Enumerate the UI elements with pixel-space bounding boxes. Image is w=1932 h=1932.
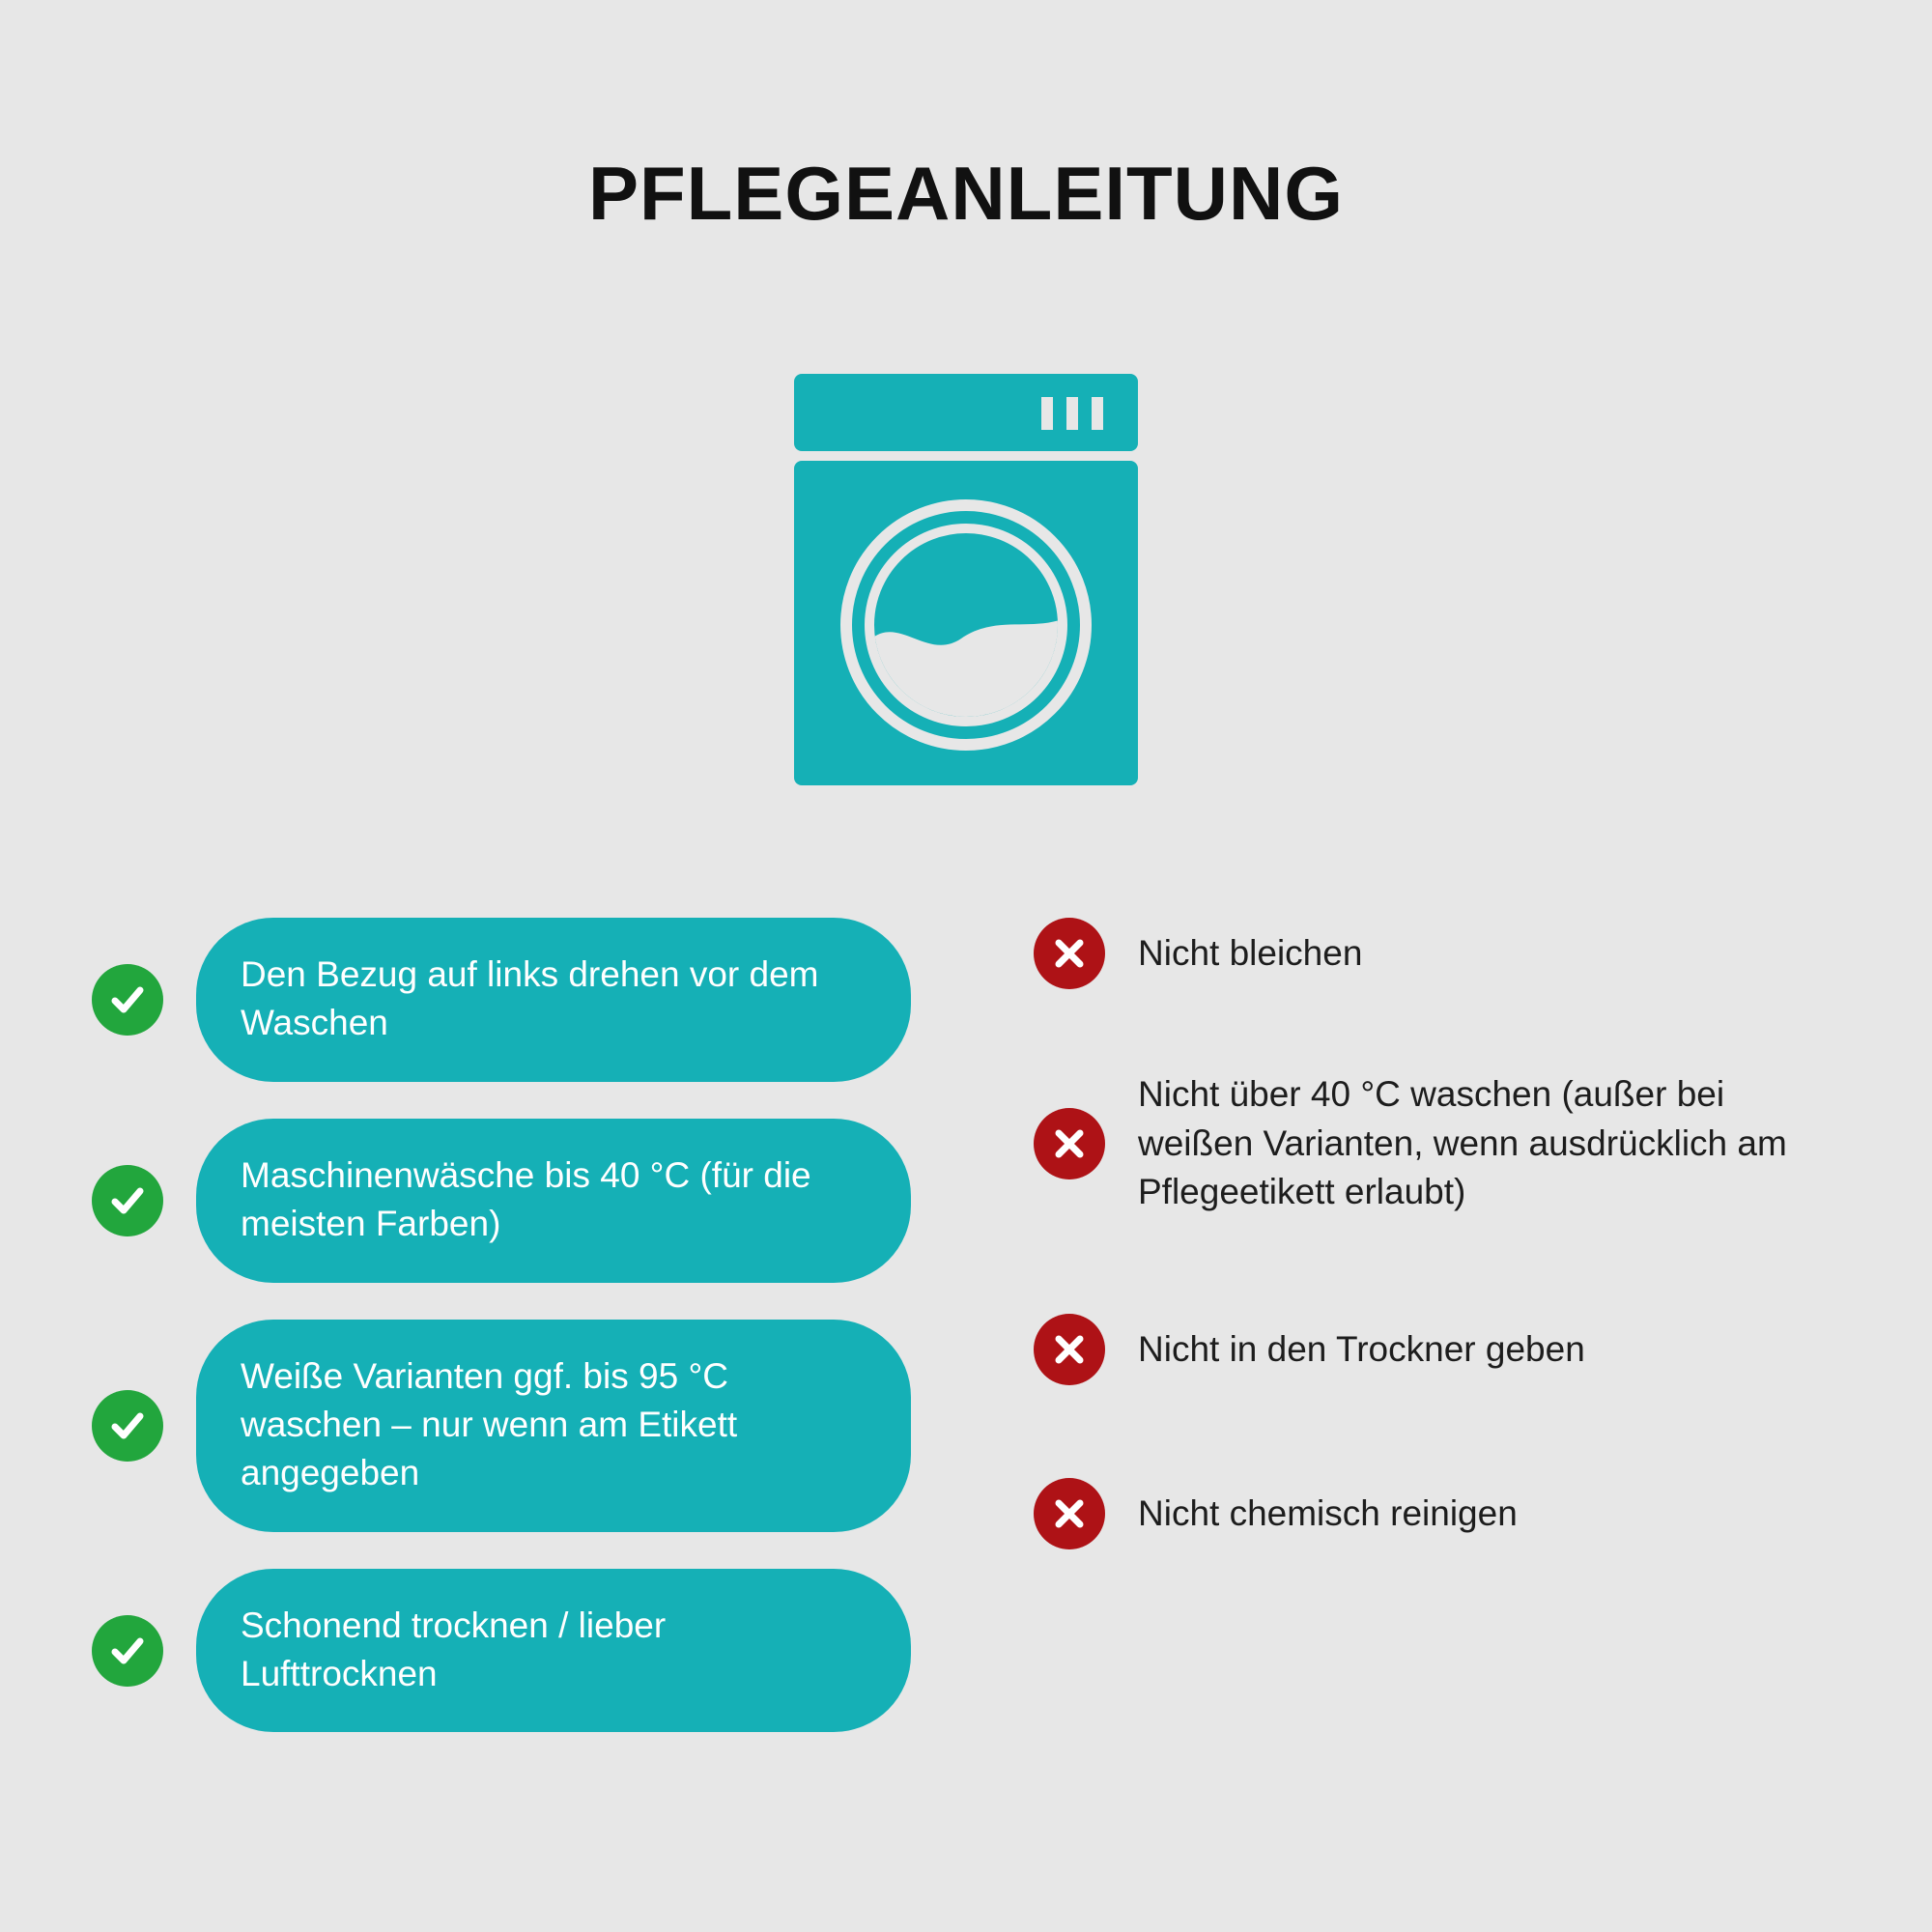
cross-circle-icon (1034, 1478, 1105, 1549)
cross-circle-icon (1034, 918, 1105, 989)
instruction-columns (0, 918, 1932, 1769)
illustration-container (0, 372, 1932, 787)
check-circle-icon (92, 1390, 163, 1462)
positive-item-text: Maschinenwäsche bis 40 °C (für die meisten Farben) (196, 1119, 911, 1283)
list-item (1034, 1314, 1932, 1385)
list-item (1034, 1478, 1932, 1549)
list-item (92, 1119, 995, 1283)
negative-item-text: Nicht chemisch reinigen (1138, 1492, 1518, 1533)
list-item (1034, 1070, 1932, 1217)
list-item (92, 1320, 995, 1532)
list-item (92, 918, 995, 1082)
positive-item-text: Weiße Varianten ggf. bis 95 °C waschen – nur wenn am Etikett angegeben (196, 1320, 911, 1532)
negative-item-text: Nicht in den Trockner geben (1138, 1328, 1585, 1369)
list-item (1034, 918, 1932, 989)
positive-list (0, 918, 995, 1769)
list-item (92, 1569, 995, 1733)
check-circle-icon (92, 1165, 163, 1236)
positive-item-text: Schonend trocknen / lieber Lufttrocknen (196, 1569, 911, 1733)
cross-circle-icon (1034, 1108, 1105, 1179)
positive-item-text: Den Bezug auf links drehen vor dem Waschen (196, 918, 911, 1082)
check-circle-icon (92, 964, 163, 1036)
negative-list (995, 918, 1932, 1588)
negative-item-text: Nicht über 40 °C waschen (außer bei weißen Varianten, wenn ausdrücklich am Pflegeetikett erlaubt) (1138, 1074, 1787, 1212)
cross-circle-icon (1034, 1314, 1105, 1385)
negative-item-text: Nicht bleichen (1138, 932, 1363, 973)
washing-machine-icon (792, 372, 1140, 787)
page-title: PFLEGEANLEITUNG (587, 151, 1344, 236)
check-circle-icon (92, 1615, 163, 1687)
